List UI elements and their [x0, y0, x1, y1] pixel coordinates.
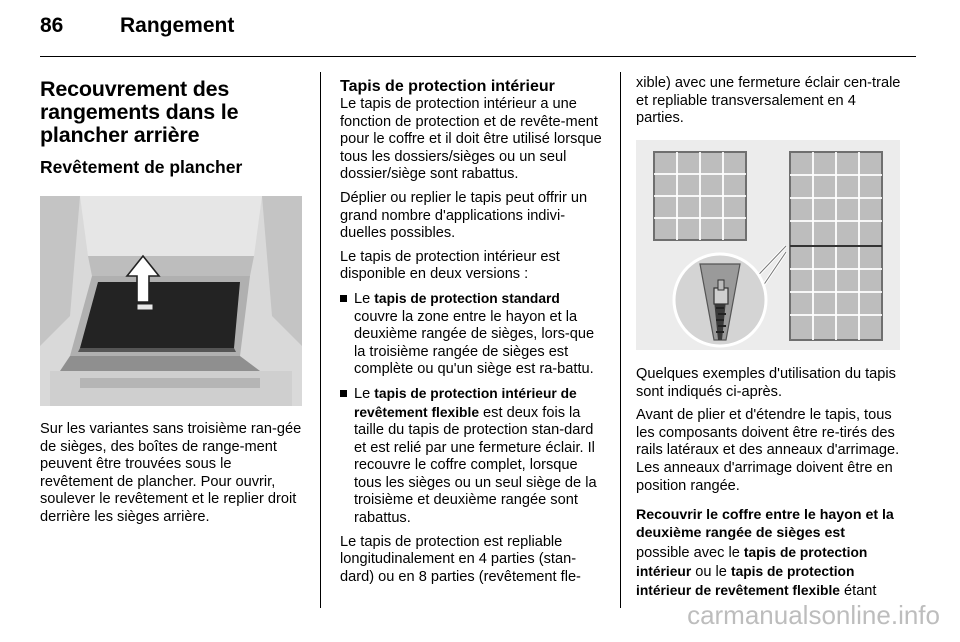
column-divider [620, 72, 621, 608]
column-divider [320, 72, 321, 608]
bullet-icon [340, 295, 347, 302]
header-rule [40, 56, 916, 57]
floor-cover-illustration [40, 196, 302, 406]
column-1-text [40, 421, 304, 533]
list-item: Le tapis de protection intérieur de revêtement flexible est deux fois la taille du tapis de protection stan-dard et est relié par une fermeture éclair. Il recouvre le coffre complet, lorsque tous les sièges ou un seul siège de la troisième et deuxième rangée sont rabattus. [340, 385, 604, 528]
zipper-icon [674, 254, 766, 346]
section-heading: Recouvrement des rangements dans le plancher arrière [40, 77, 239, 147]
body-text: xible) avec une fermeture éclair cen-trale et repliable transversalement en 4 parties. [636, 75, 901, 127]
body-text: possible avec le tapis de protection intérieur ou le tapis de protection intérieur de revêtement flexible étant [636, 545, 877, 599]
column-3-text [636, 366, 902, 606]
page-number: 86 [40, 14, 64, 37]
body-text: Le tapis de protection est repliable longitudinalement en 4 parties (stan-dard) ou en 8 parties (revêtement fle- [340, 533, 581, 585]
section-subheading: Recouvrir le coffre entre le hayon et la deuxième rangée de sièges est [636, 507, 894, 541]
column-2 [340, 66, 604, 592]
page-title: Rangement [120, 14, 235, 37]
body-text: Avant de plier et d'étendre le tapis, tous les composants doivent être re-tirés des rails latéraux et des anneaux d'arrimage. Les anneaux d'arrimage doivent être en position rangée. [636, 407, 900, 494]
section-subheading: Revêtement de plancher [40, 157, 243, 177]
watermark: carmanualsonline.info [687, 600, 940, 630]
section-heading: Tapis de protection intérieur [340, 78, 555, 95]
column-1 [40, 66, 304, 185]
bullet-icon [340, 390, 347, 397]
body-text: Quelques exemples d'utilisation du tapis sont indiqués ci-après. [636, 366, 896, 400]
mat-folding-illustration [636, 140, 900, 350]
body-text: Le tapis de protection intérieur est disponible en deux versions : [340, 248, 560, 283]
list-item: Le tapis de protection standard couvre la zone entre le hayon et la deuxième rangée de sièges, lors-que la troisième rangée de sièges est complète ou qu'un siège est ra-battu. [340, 290, 604, 379]
body-text: Sur les variantes sans troisième ran-gée de sièges, des boîtes de range-ment peuvent être trouvées sous le revêtement de plancher. Pour ouvrir, soulever le revêtement et le replier droit derrière les sièges arrière. [40, 421, 302, 525]
body-text: Déplier ou replier le tapis peut offrir un grand nombre d'applications indivi-duelles possibles. [340, 189, 588, 242]
column-3 [636, 75, 902, 134]
page-header [40, 14, 234, 38]
body-text: Le tapis de protection intérieur a une fonction de protection et de revête-ment pour le coffre et il doit être utilisé lorsque tous les dossiers/sièges ou un seul dossier/siège sont rabattus. [340, 96, 602, 183]
